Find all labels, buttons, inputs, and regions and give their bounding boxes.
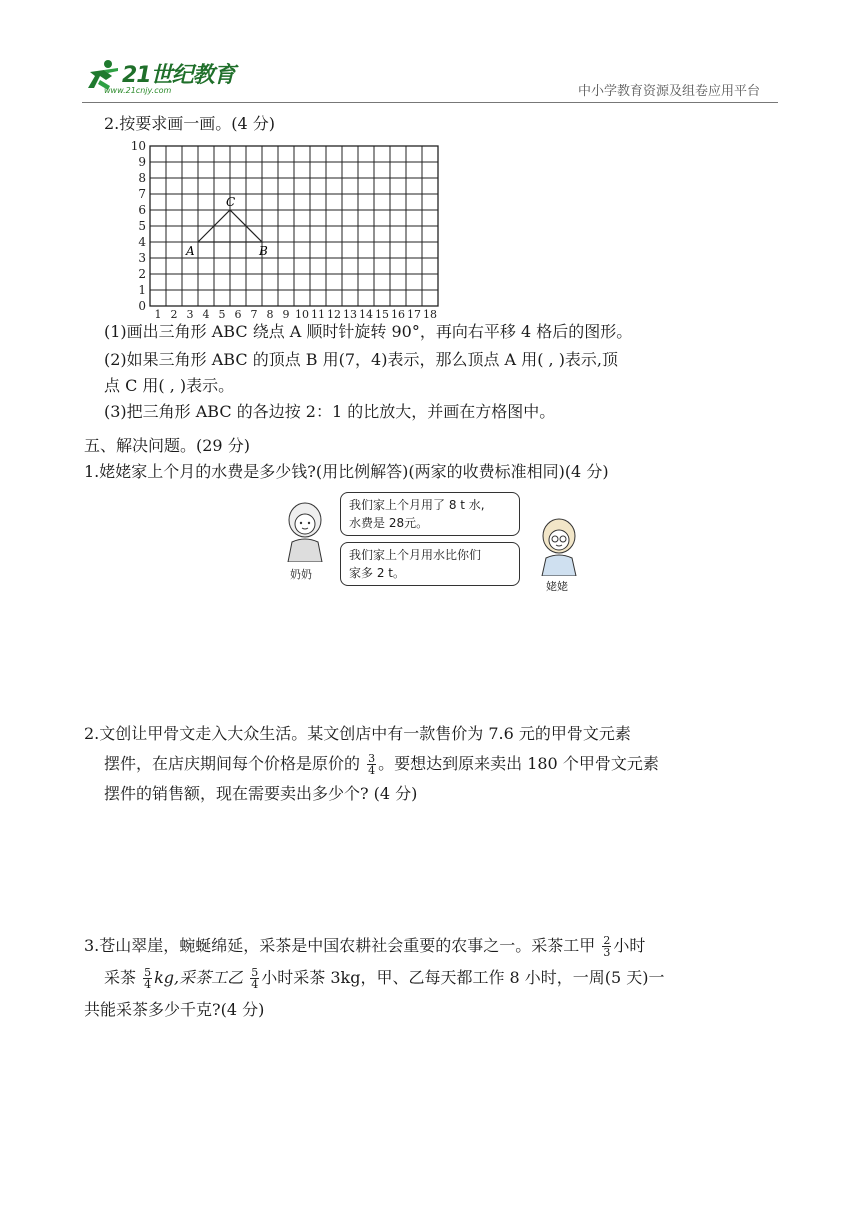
y-tick-label: 3 <box>138 251 146 265</box>
p2-line2 <box>104 752 659 776</box>
x-tick-label: 2 <box>170 308 178 318</box>
p3-f1-den: 3 <box>603 946 611 959</box>
x-tick-label: 5 <box>218 308 226 318</box>
y-tick-label: 1 <box>138 283 146 297</box>
bubble1-line1: 我们家上个月用了 8 t 水, <box>349 498 485 512</box>
x-tick-label: 4 <box>202 308 210 318</box>
p3-fraction-2 <box>143 967 152 990</box>
x-tick-label: 13 <box>343 308 357 318</box>
speech-bubble-nainai <box>340 492 520 536</box>
section5-title: 五、解决问题。(29 分) <box>84 436 250 455</box>
y-tick-label: 2 <box>138 267 146 281</box>
p1-text: 1.姥姥家上个月的水费是多少钱?(用比例解答)(两家的收费标准相同)(4 分) <box>84 462 609 481</box>
p3-line2 <box>104 966 665 990</box>
x-tick-label: 11 <box>311 308 325 318</box>
x-tick-label: 12 <box>327 308 341 318</box>
coordinate-grid <box>126 138 446 318</box>
p3-f2-den: 4 <box>144 978 152 991</box>
header-right-text: 中小学教育资源及组卷应用平台 <box>578 84 761 99</box>
p3-line1 <box>84 934 645 958</box>
p2-line2-a: 摆件，在店庆期间每个价格是原价的 <box>104 754 361 773</box>
x-tick-label: 6 <box>234 308 242 318</box>
person-laolao-label: 姥姥 <box>546 580 568 593</box>
p3-line1-a: 3.苍山翠崖，蜿蜒绵延，采茶是中国农耕社会重要的农事之一。采茶工甲 <box>84 936 596 955</box>
x-tick-label: 10 <box>295 308 309 318</box>
p2-frac-den: 4 <box>368 764 376 777</box>
bubble1-line2: 水费是 28元。 <box>349 516 429 530</box>
p3-line1-b: 小时 <box>613 936 646 955</box>
q2-sub2-line1: (2)如果三角形 ABC 的顶点 B 用(7，4)表示，那么顶点 A 用( , )表示,顶 <box>104 350 619 369</box>
speech-bubble-laolao <box>340 542 520 586</box>
header-rule <box>82 102 778 103</box>
p3-fraction-3 <box>250 967 259 990</box>
p2-fraction <box>367 753 376 776</box>
x-tick-label: 15 <box>375 308 389 318</box>
x-tick-label: 8 <box>266 308 274 318</box>
p3-line2-c: 小时采茶 3kg，甲、乙每天都工作 8 小时，一周(5 天)一 <box>261 968 665 987</box>
q2-sub1: (1)画出三角形 ABC 绕点 A 顺时针旋转 90°，再向右平移 4 格后的图形。 <box>104 322 633 341</box>
p3-line3: 共能采茶多少千克?(4 分) <box>84 1000 265 1019</box>
grid-lines <box>150 146 438 306</box>
y-tick-label: 8 <box>138 171 146 185</box>
y-tick-label: 9 <box>138 155 146 169</box>
p3-fraction-1 <box>602 935 611 958</box>
logo-text: 21世纪教育 <box>122 63 235 88</box>
dialogue-illustration <box>276 492 586 592</box>
point-a-label: A <box>186 244 195 258</box>
q2-sub2-line2: 点 C 用( , )表示。 <box>104 376 235 395</box>
x-tick-label: 7 <box>250 308 258 318</box>
grandma-nainai-icon <box>280 500 330 562</box>
y-tick-label: 4 <box>138 235 146 249</box>
header <box>0 0 860 110</box>
p3-line2-a: 采茶 <box>104 968 137 987</box>
x-tick-label: 16 <box>391 308 405 318</box>
x-tick-label: 14 <box>359 308 373 318</box>
p2-line1: 2.文创让甲骨文走入大众生活。某文创店中有一款售价为 7.6 元的甲骨文元素 <box>84 724 631 743</box>
p3-line2-b: kg,采茶工乙 <box>154 968 244 987</box>
person-nainai-label: 奶奶 <box>290 568 312 581</box>
x-tick-label: 1 <box>154 308 162 318</box>
x-tick-label: 9 <box>282 308 290 318</box>
logo-url: www.21cnjy.com <box>104 86 172 95</box>
x-tick-label: 17 <box>407 308 421 318</box>
bubble2-line2: 家多 2 t。 <box>349 566 405 580</box>
y-tick-label: 7 <box>138 187 146 201</box>
point-b-label: B <box>259 244 268 258</box>
grandma-laolao-icon <box>534 516 584 576</box>
p3-f2-num: 5 <box>144 966 152 979</box>
p2-line3: 摆件的销售额，现在需要卖出多少个? (4 分) <box>104 784 418 803</box>
p2-line2-b: 。要想达到原来卖出 180 个甲骨文元素 <box>378 754 659 773</box>
y-tick-label: 0 <box>138 299 146 313</box>
bubble2-line1: 我们家上个月用水比你们 <box>349 548 482 562</box>
p3-f3-den: 4 <box>251 978 259 991</box>
q2-title: 2.按要求画一画。(4 分) <box>104 114 276 133</box>
p3-f1-num: 2 <box>603 934 611 947</box>
p2-frac-num: 3 <box>368 752 376 765</box>
y-tick-label: 10 <box>130 139 146 153</box>
p3-f3-num: 5 <box>251 966 259 979</box>
x-tick-label: 18 <box>423 308 437 318</box>
y-tick-label: 5 <box>138 219 146 233</box>
point-c-label: C <box>226 195 236 209</box>
y-tick-label: 6 <box>138 203 146 217</box>
q2-sub3: (3)把三角形 ABC 的各边按 2：1 的比放大，并画在方格图中。 <box>104 402 556 421</box>
x-tick-label: 3 <box>186 308 194 318</box>
